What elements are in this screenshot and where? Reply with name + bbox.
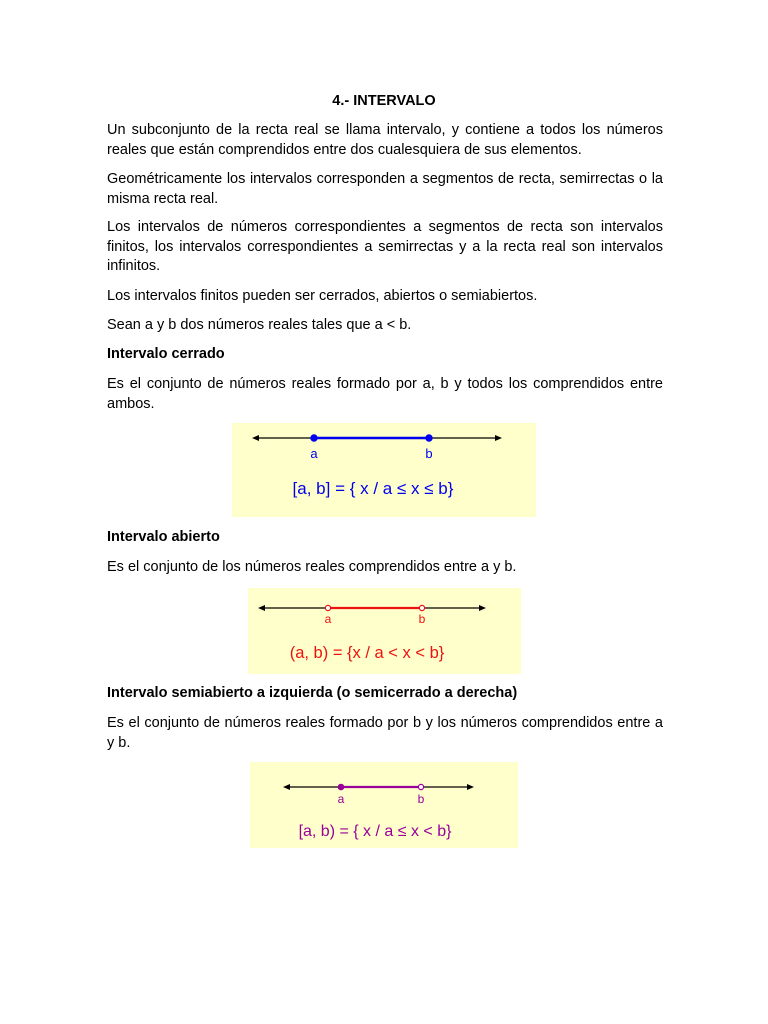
half-open-interval-diagram — [250, 762, 518, 848]
closed-interval-diagram — [232, 423, 536, 517]
right-arrow-icon — [479, 605, 486, 611]
label-b: b — [417, 792, 425, 806]
paragraph-finite-infinite: Los intervalos de números correspondientes a segmentos de recta son intervalos finitos, los intervalos correspondientes a semirrectas y a la recta real son intervalos infinitos. — [107, 219, 663, 274]
label-a: a — [310, 446, 318, 461]
right-arrow-icon — [495, 435, 502, 441]
paragraph-a-less-b: Sean a y b dos números reales tales que a < b. — [107, 317, 412, 333]
interval-formula: (a, b) = {x / a < x < b} — [289, 644, 445, 662]
open-interval-figure — [248, 588, 521, 674]
half-open-interval-figure — [250, 762, 518, 848]
label-b: b — [418, 612, 426, 626]
text-half-open-interval: Es el conjunto de números reales formado por b y los números comprendidos entre a y b. — [107, 715, 663, 751]
left-arrow-icon — [283, 784, 290, 790]
endpoint-b-open — [418, 784, 423, 789]
label-a: a — [324, 612, 332, 626]
endpoint-b-closed — [426, 435, 432, 441]
left-arrow-icon — [252, 435, 259, 441]
endpoint-a-closed — [338, 784, 344, 790]
interval-formula: [a, b) = { x / a ≤ x < b} — [298, 823, 452, 840]
label-b: b — [425, 446, 433, 461]
left-arrow-icon — [258, 605, 265, 611]
heading-open-interval: Intervalo abierto — [107, 529, 220, 545]
label-a: a — [337, 792, 345, 806]
text-closed-interval: Es el conjunto de números reales formado por a, b y todos los comprendidos entre ambos. — [107, 376, 663, 412]
endpoint-a-open — [325, 605, 330, 610]
text-open-interval: Es el conjunto de los números reales comprendidos entre a y b. — [107, 559, 517, 575]
paragraph-geometry: Geométricamente los intervalos corresponden a segmentos de recta, semirrectas o la misma recta real. — [107, 171, 663, 207]
heading-closed-interval: Intervalo cerrado — [107, 346, 225, 362]
right-arrow-icon — [467, 784, 474, 790]
interval-formula: [a, b] = { x / a ≤ x ≤ b} — [292, 479, 454, 498]
endpoint-b-open — [419, 605, 424, 610]
paragraph-finite-types: Los intervalos finitos pueden ser cerrados, abiertos o semiabiertos. — [107, 288, 538, 304]
heading-half-open-interval: Intervalo semiabierto a izquierda (o semicerrado a derecha) — [107, 685, 518, 701]
endpoint-a-closed — [311, 435, 317, 441]
open-interval-diagram — [248, 588, 521, 674]
paragraph-definition: Un subconjunto de la recta real se llama intervalo, y contiene a todos los números reales que están comprendidos entre dos cualesquiera de sus elementos. — [107, 122, 663, 158]
page-title: 4.- INTERVALO — [332, 93, 436, 109]
closed-interval-figure — [232, 423, 536, 517]
